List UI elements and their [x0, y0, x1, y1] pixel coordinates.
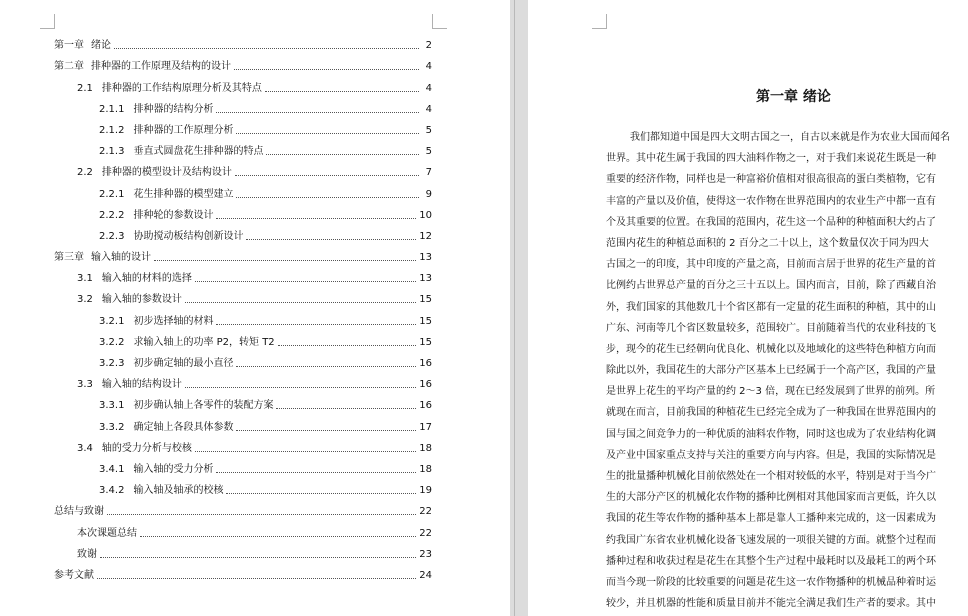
toc-leader-dots — [235, 174, 419, 176]
toc-entry-page: 16 — [419, 358, 432, 369]
body-text-line: 广东、河南等几个省区数量较多，范围较广。目前随着当代的农业科技的飞 — [606, 322, 936, 334]
toc-leader-dots — [266, 153, 419, 155]
toc-entry-title: 初步选择轴的材料 — [133, 315, 214, 327]
toc-entry-title: 花生排种器的模型建立 — [133, 188, 234, 200]
toc-leader-dots — [140, 535, 416, 537]
toc-leader-dots — [100, 556, 416, 558]
toc-leader-dots — [236, 365, 416, 367]
toc-entry-page: 19 — [419, 485, 432, 497]
toc-entry-page: 22 — [419, 527, 432, 539]
body-text-line: 除此以外，我国花生的大部分产区基本上已经属于一个高产区，我国的产量 — [606, 365, 936, 377]
toc-entry[interactable] — [54, 412, 432, 433]
toc-entry-page: 22 — [419, 506, 432, 518]
toc-entry-page: 24 — [419, 569, 432, 581]
toc-entry-title: 排种器的结构分析 — [133, 103, 214, 115]
toc-entry[interactable] — [54, 518, 432, 539]
toc-entry-title: 排种器的工作原理分析 — [133, 124, 234, 136]
toc-entry-number: 3.3 — [77, 379, 93, 391]
toc-leader-dots — [185, 301, 416, 303]
page-gutter — [510, 0, 528, 616]
toc-entry-number: 2.2 — [77, 167, 93, 179]
toc-entry[interactable] — [54, 434, 432, 455]
toc-entry-title: 排种器的工作结构原理分析及其特点 — [101, 82, 262, 94]
body-text-line: 而当今现一阶段的比较重要的问题是花生这一农作物播种的机械品种着时运 — [606, 576, 936, 588]
toc-entry-page: 7 — [425, 167, 432, 179]
toc-entry-number: 2.1 — [77, 82, 93, 94]
toc-entry[interactable] — [54, 137, 432, 158]
body-text-line: 我们都知道中国是四大文明古国之一，自古以来就是作为农业大国而闻名 — [630, 132, 950, 143]
crop-mark-top-left — [592, 14, 607, 29]
toc-entry-number: 3.3.2 — [99, 421, 125, 433]
toc-entry[interactable] — [54, 455, 432, 476]
toc-leader-dots — [154, 259, 416, 261]
toc-entry-number: 第二章 — [54, 61, 84, 73]
body-text-line: 国与国之间竞争力的一种优质的油料农作物，同时这也成为了农业结构化调 — [606, 428, 936, 440]
toc-entry[interactable] — [54, 349, 432, 370]
toc-entry[interactable] — [54, 561, 432, 582]
toc-leader-dots — [236, 132, 419, 134]
toc-entry-page: 13 — [419, 273, 432, 285]
toc-leader-dots — [185, 386, 416, 388]
toc-entry-number: 3.4.2 — [99, 485, 125, 497]
toc-entry-page: 10 — [419, 209, 432, 221]
toc-entry-page: 17 — [419, 421, 432, 433]
toc-leader-dots — [276, 407, 416, 409]
body-text-line: 播种过程和收获过程是花生在其整个生产过程中最耗时以及最耗工的两个环 — [606, 555, 936, 567]
chapter-title: 第一章 绪论 — [756, 89, 831, 105]
toc-entry-title: 求输入轴上的功率 P2，转矩 T2 — [133, 336, 275, 348]
toc-entry-number: 2.2.1 — [99, 188, 125, 200]
toc-entry-number: 第一章 — [54, 40, 84, 52]
table-of-contents — [54, 31, 432, 582]
toc-entry-number: 2.1.1 — [99, 103, 125, 115]
toc-leader-dots — [195, 450, 416, 452]
body-text-line: 世界。其中花生属于我国的四大油料作物之一，对于我们来说花生既是一种 — [606, 153, 936, 165]
toc-entry[interactable] — [54, 201, 432, 222]
toc-entry[interactable] — [54, 31, 432, 52]
toc-leader-dots — [114, 47, 419, 49]
page-divider — [514, 0, 515, 616]
toc-leader-dots — [236, 196, 419, 198]
toc-entry-page: 4 — [425, 103, 432, 115]
body-text-line: 生的批量播种机械化目前依然处在一个相对较低的水平，特别是对于当今广 — [606, 471, 936, 482]
toc-entry-title: 输入轴的结构设计 — [101, 379, 182, 391]
toc-entry[interactable] — [54, 497, 432, 518]
toc-entry[interactable] — [54, 179, 432, 200]
toc-entry-title: 轴的受力分析与校核 — [101, 442, 192, 454]
toc-entry[interactable] — [54, 73, 432, 94]
toc-entry-title: 协助搅动板结构创新设计 — [133, 230, 244, 242]
toc-entry[interactable] — [54, 158, 432, 179]
toc-entry-page: 4 — [425, 82, 432, 94]
toc-entry-page: 12 — [419, 230, 432, 242]
body-text-line: 及产业中国家重点支持与关注的重要方向与内容。但是，我国的实际情况是 — [606, 449, 936, 461]
toc-entry-page: 2 — [425, 40, 432, 52]
toc-entry-title: 致谢 — [77, 548, 97, 560]
toc-entry-page: 15 — [419, 336, 432, 348]
toc-entry-title: 排种轮的参数设计 — [133, 209, 214, 221]
toc-entry-number: 3.4 — [77, 442, 93, 454]
toc-entry-title: 绪论 — [91, 40, 111, 52]
body-text-line: 范围内花生的种植总面积的 2 百分之二十以上，这个数量仅次于同为四大 — [606, 237, 929, 249]
toc-entry-title: 本次课题总结 — [77, 527, 137, 539]
body-text-line: 约我国广东省农业机械化设备飞速发展的一项很关键的方面。就整个过程而 — [606, 534, 936, 546]
toc-entry-title: 确定轴上各段具体参数 — [133, 421, 234, 433]
toc-entry-page: 18 — [419, 463, 432, 475]
body-text-line: 个及其重要的位置。在我国的范围内，花生这一个品种的种植面积大约占了 — [606, 216, 936, 228]
toc-entry-page: 9 — [425, 188, 432, 200]
toc-leader-dots — [246, 238, 416, 240]
toc-entry-number: 3.1 — [77, 273, 93, 285]
toc-entry-page: 18 — [419, 442, 432, 454]
toc-entry[interactable] — [54, 243, 432, 264]
toc-leader-dots — [278, 344, 417, 346]
body-text-line: 是世界上花生的平均产量的约 2～3 倍，现在已经发展到了世界的前列。所 — [606, 386, 936, 398]
toc-entry-number: 第三章 — [54, 252, 84, 264]
toc-entry[interactable] — [54, 285, 432, 306]
toc-leader-dots — [226, 492, 416, 494]
crop-mark-top-left — [40, 14, 55, 29]
toc-entry-title: 输入轴的参数设计 — [101, 294, 182, 306]
toc-entry-title: 排种器的工作原理及结构的设计 — [91, 61, 231, 73]
toc-entry[interactable] — [54, 52, 432, 73]
body-text-line: 生的大部分产区的机械化农作物的播种比例相对其他国家而言更低，许久以 — [606, 492, 936, 504]
body-text-line: 较少，并且机器的性能和质量目前并不能完全满足我们生产者的要求。其中 — [606, 598, 936, 610]
body-text-line: 比例约占世界总产量的百分之三十五以上。国内而言，目前，除了西藏自治 — [606, 280, 936, 292]
toc-entry-page: 5 — [425, 124, 432, 136]
toc-entry-title: 输入轴的设计 — [91, 252, 151, 264]
toc-entry-number: 2.2.3 — [99, 230, 125, 242]
body-text — [606, 127, 968, 614]
body-text-line: 丰富的产量以及价值，使得这一农作物在世界范围内的农业生产中都一直有 — [606, 195, 936, 207]
toc-leader-dots — [236, 429, 416, 431]
toc-entry-page: 16 — [419, 379, 432, 391]
toc-entry-number: 3.2.1 — [99, 315, 125, 327]
toc-entry-number: 3.4.1 — [99, 463, 125, 475]
toc-entry-page: 13 — [419, 252, 432, 264]
toc-entry[interactable] — [54, 370, 432, 391]
toc-entry-page: 5 — [425, 146, 432, 158]
toc-entry-number: 2.2.2 — [99, 209, 125, 221]
toc-entry-title: 输入轴及轴承的校核 — [133, 485, 224, 497]
toc-entry[interactable] — [54, 116, 432, 137]
toc-entry-number: 3.2 — [77, 294, 93, 306]
toc-entry-number: 2.1.2 — [99, 124, 125, 136]
body-text-line: 重要的经济作物，同样也是一种富裕价值相对很高很高的蛋白类植物，它有 — [606, 174, 936, 186]
toc-entry-title: 输入轴的受力分析 — [133, 463, 214, 475]
toc-entry-title: 初步确定轴的最小直径 — [133, 358, 234, 369]
toc-entry-page: 16 — [419, 400, 432, 412]
toc-leader-dots — [107, 513, 416, 515]
toc-entry[interactable] — [54, 264, 432, 285]
toc-entry-page: 15 — [419, 315, 432, 327]
toc-entry[interactable] — [54, 391, 432, 412]
toc-entry[interactable] — [54, 95, 432, 116]
toc-entry[interactable] — [54, 306, 432, 327]
toc-leader-dots — [195, 280, 416, 282]
body-text-line: 步，现今的花生已经朝向优良化、机械化以及地域化的这些特色种植方向而 — [606, 343, 936, 355]
toc-leader-dots — [97, 577, 416, 579]
toc-entry[interactable] — [54, 476, 432, 497]
toc-entry-number: 3.3.1 — [99, 400, 125, 412]
toc-leader-dots — [216, 217, 416, 219]
toc-entry-page: 15 — [419, 294, 432, 306]
toc-entry-title: 垂直式圆盘花生排种器的特点 — [133, 146, 264, 158]
toc-leader-dots — [234, 68, 419, 70]
toc-entry-number: 2.1.3 — [99, 146, 125, 158]
toc-entry-title: 总结与致谢 — [54, 506, 104, 518]
toc-leader-dots — [216, 323, 416, 325]
toc-entry-title: 参考文献 — [54, 569, 94, 581]
toc-entry-number: 3.2.2 — [99, 336, 125, 348]
chapter-page — [528, 0, 968, 616]
toc-entry[interactable] — [54, 328, 432, 349]
toc-entry-title: 输入轴的材料的选择 — [101, 273, 192, 285]
toc-entry-page: 23 — [419, 548, 432, 560]
body-text-line: 就现在而言，目前我国的种植花生已经完全成为了一种我国在世界范围内的 — [606, 407, 936, 419]
body-text-line: 我国的花生等农作物的播种基本上都是靠人工播种来完成的，这一因素成为 — [606, 513, 936, 525]
body-text-line: 古国之一的印度，其中印度的产量之高，目前而言居于世界的花生产量的首 — [606, 259, 936, 271]
toc-leader-dots — [216, 111, 419, 113]
body-text-line: 外，我们国家的其他数几十个省区都有一定量的花生面积的种植，其中的山 — [606, 301, 936, 313]
toc-entry-page: 4 — [425, 61, 432, 73]
toc-leader-dots — [265, 90, 419, 92]
toc-entry[interactable] — [54, 540, 432, 561]
toc-entry-number: 3.2.3 — [99, 358, 125, 369]
crop-mark-top-right — [432, 14, 447, 29]
toc-entry-title: 排种器的模型设计及结构设计 — [101, 167, 232, 179]
toc-entry[interactable] — [54, 222, 432, 243]
toc-entry-title: 初步确认轴上各零件的装配方案 — [133, 400, 274, 412]
toc-leader-dots — [216, 471, 416, 473]
